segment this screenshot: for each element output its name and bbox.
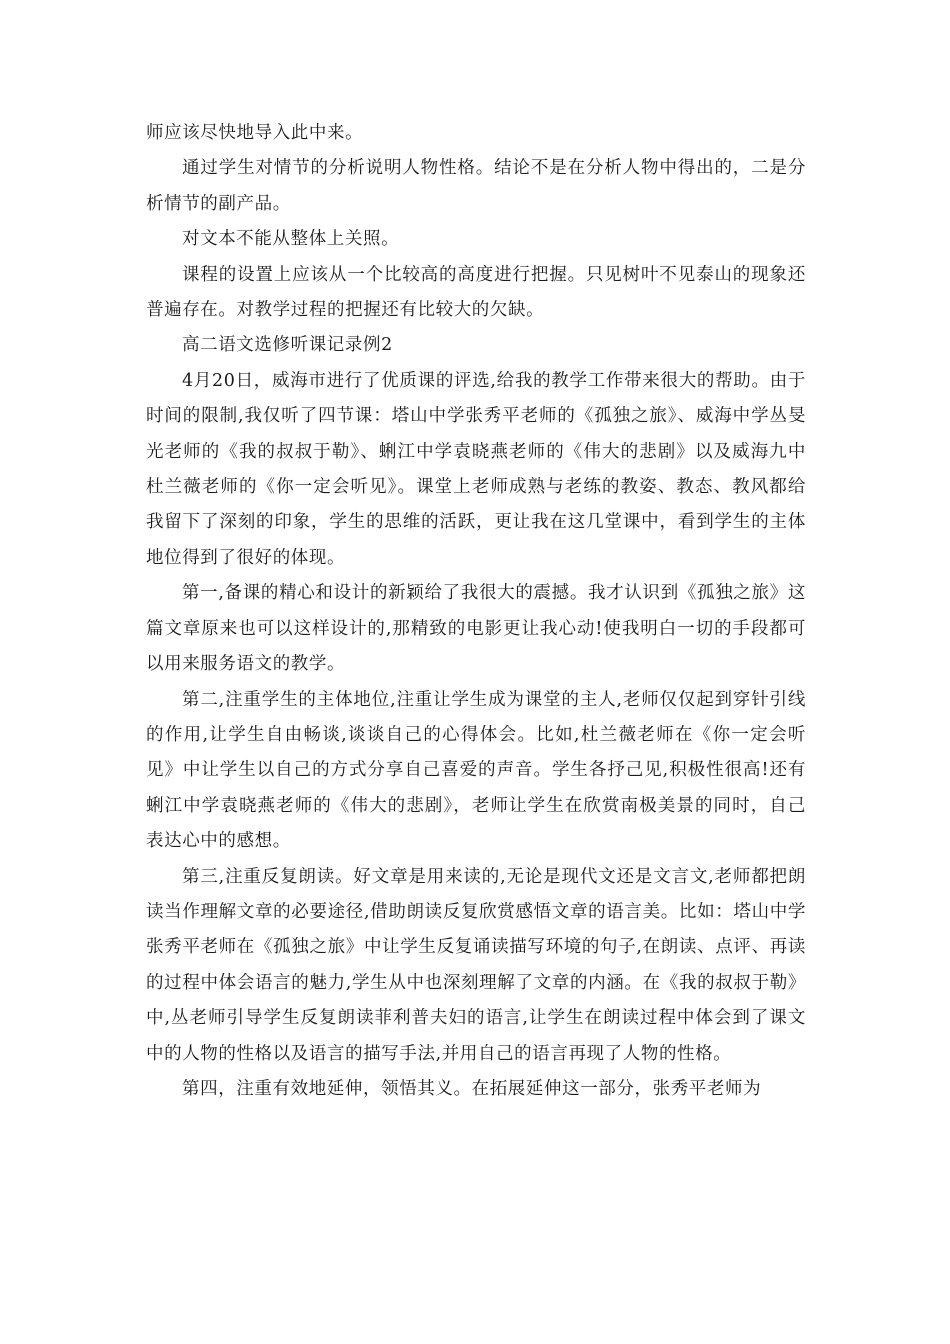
paragraph-point-four: 第四，注重有效地延伸，领悟其义。在拓展延伸这一部分，张秀平老师为 bbox=[182, 1078, 762, 1099]
paragraph-character-analysis: 通过学生对情节的分析说明人物性格。结论不是在分析人物中得出的，二是分析情节的副产品。 bbox=[146, 158, 806, 214]
paragraph-course-design: 课程的设置上应该从一个比较高的高度进行把握。只见树叶不见泰山的现象还普遍存在。对教学过程的把握还有比较大的欠缺。 bbox=[146, 264, 806, 321]
paragraph-text-overview: 对文本不能从整体上关照。 bbox=[182, 229, 400, 250]
paragraph-point-two: 第二,注重学生的主体地位,注重让学生成为课堂的主人,老师仅仅起到穿针引线的作用,让学生自由畅谈,谈谈自己的心得体会。比如,杜兰薇老师在《你一定会听见》中让学生以自己的方式分享自己喜爱的声音。学生各抒己见,积极性很高!还有蜊江中学袁晓燕老师的《伟大的悲剧》，老师让学生在欣赏南极美景的同时，自己表达心中的感想。 bbox=[146, 689, 806, 852]
paragraph-point-three: 第三,注重反复朗读。好文章是用来读的,无论是现代文还是文言文,老师都把朗读当作理解文章的必要途径,借助朗读反复欣赏感悟文章的语言美。比如：塔山中学张秀平老师在《孤独之旅》中让学生反复诵读描写环境的句子,在朗读、点评、再读的过程中体会语言的魅力,学生从中也深刻理解了文章的内涵。在《我的叔叔于勒》中,丛老师引导学生反复朗读菲利普夫妇的语言,让学生在朗读过程中体会到了课文中的人物的性格以及语言的描写手法,并用自己的语言再现了人物的性格。 bbox=[146, 866, 806, 1064]
section-heading: 高二语文选修听课记录例2 bbox=[182, 335, 393, 356]
document-body bbox=[146, 116, 806, 1107]
paragraph-intro: 4月20日，威海市进行了优质课的评选,给我的教学工作带来很大的帮助。由于时间的限制,我仅听了四节课：塔山中学张秀平老师的《孤独之旅》、威海中学丛旻光老师的《我的叔叔于勒》、蜊江中学袁晓燕老师的《伟大的悲剧》以及威海九中杜兰薇老师的《你一定会听见》。课堂上老师成熟与老练的教姿、教态、教风都给我留下了深刻的印象，学生的思维的活跃，更让我在这几堂课中，看到学生的主体地位得到了很好的体现。 bbox=[146, 370, 806, 568]
paragraph-point-one: 第一,备课的精心和设计的新颖给了我很大的震撼。我才认识到《孤独之旅》这篇文章原来也可以这样设计的,那精致的电影更让我心动!使我明白一切的手段都可以用来服务语文的教学。 bbox=[146, 583, 806, 675]
paragraph-continuation: 师应该尽快地导入此中来。 bbox=[146, 123, 364, 143]
